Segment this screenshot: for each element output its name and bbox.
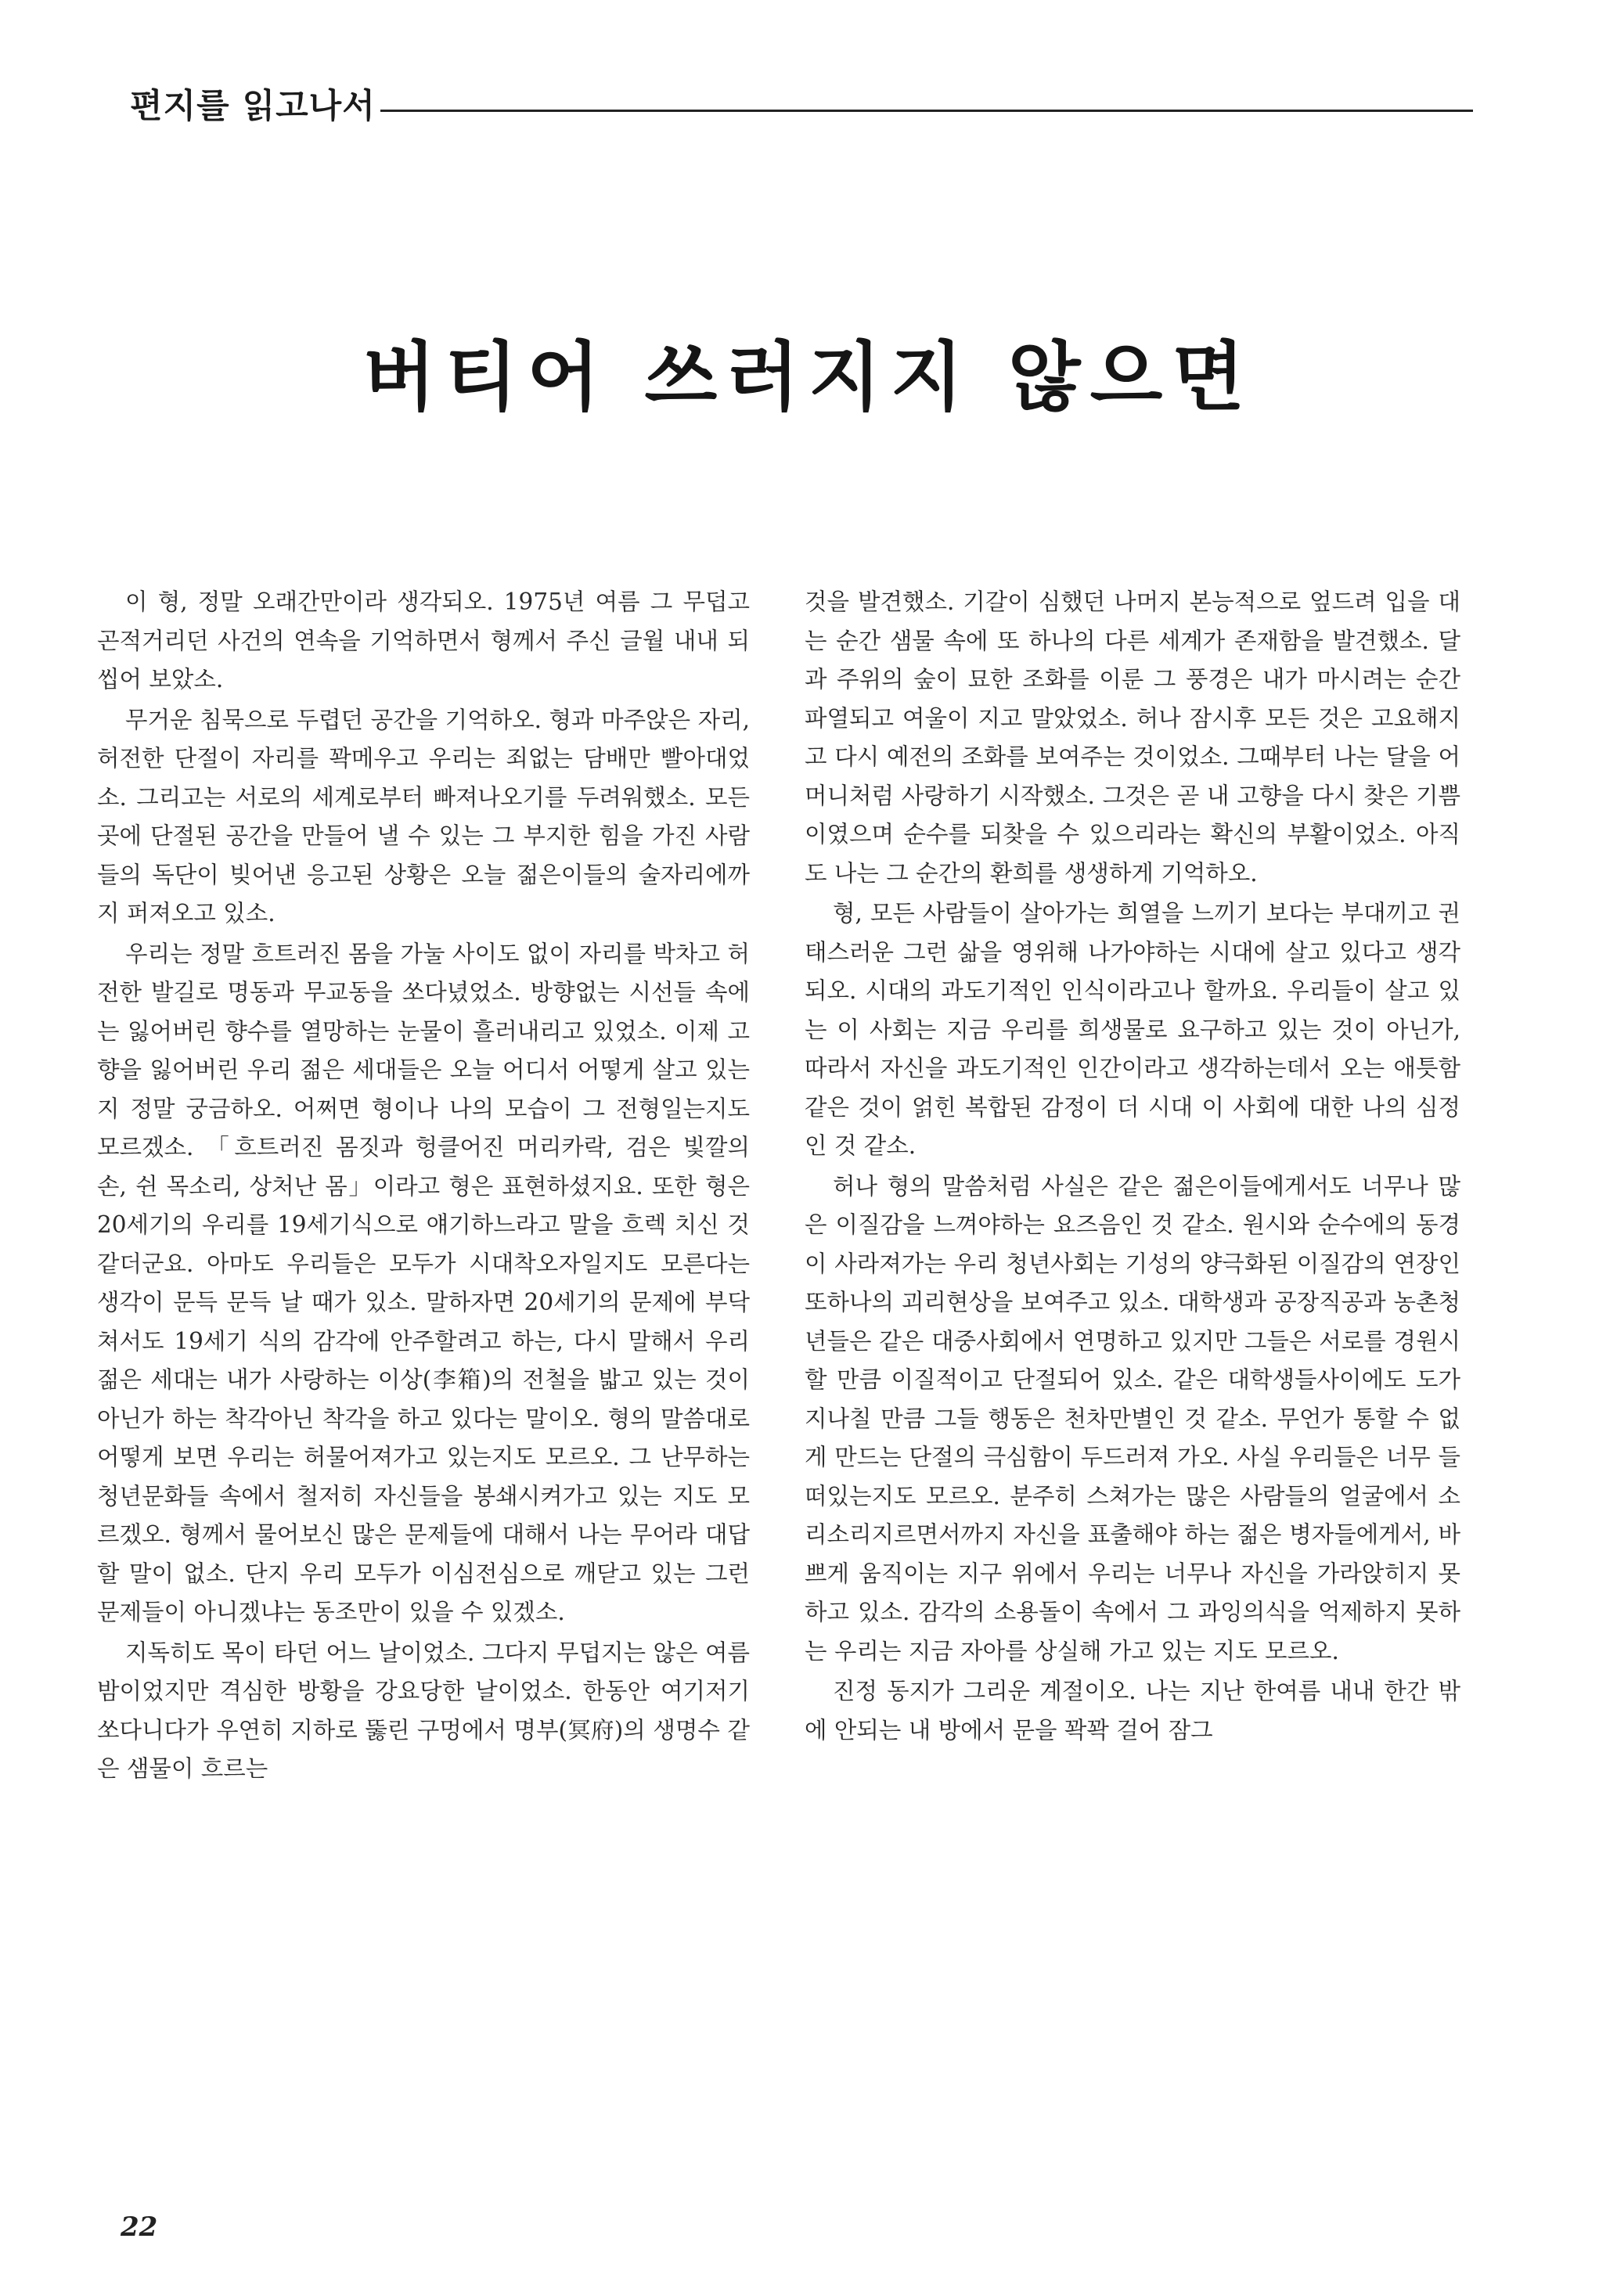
paragraph: 진정 동지가 그리운 계절이오. 나는 지난 한여름 내내 한간 밖에 안되는 내 방에서 문을 꽉꽉 걸어 잠그 <box>805 1678 1460 1744</box>
paragraph: 허나 형의 말씀처럼 사실은 같은 젊은이들에게서도 너무나 많은 이질감을 느껴야하는 요즈음인 것 같소. 원시와 순수에의 동경이 사라져가는 우리 청년사회는 기성의 양극화된 이질감의 연장인 또하나의 괴리현상을 보여주고 있소. 대학생과 공장직공과 농촌청년들은 같은 대중사회에서 연명하고 있지만 그들은 서로를 경원시할 만큼 이질적이고 단절되어 있소. 같은 대학생들사이에도 도가 지나칠 만큼 그들 행동은 천차만별인 것 같소. 무언가 통할 수 없게 만드는 단절의 극심함이 두드러져 가오. 사실 우리들은 너무 들떠있는지도 모르오. 분주히 스쳐가는 많은 사람들의 얼굴에서 소리소리지르면서까지 자신을 표출해야 하는 젊은 병자들에게서, 바쁘게 움직이는 지구 위에서 우리는 너무나 자신을 가라앉히지 못하고 있소. 감각의 소용돌이 속에서 그 과잉의식을 억제하지 못하는 우리는 지금 자아를 상실해 가고 있는 지도 모르오. <box>805 1172 1460 1664</box>
left-column <box>97 583 750 1790</box>
right-column <box>805 583 1460 1751</box>
paragraph: 형, 모든 사람들이 살아가는 희열을 느끼기 보다는 부대끼고 권태스러운 그런 삶을 영위해 나가야하는 시대에 살고 있다고 생각되오. 시대의 과도기적인 인식이라고나 할까요. 우리들이 살고 있는 이 사회는 지금 우리를 희생물로 요구하고 있는 것이 아닌가, 따라서 자신을 과도기적인 인간이라고 생각하는데서 오는 애틋함 같은 것이 얽힌 복합된 감정이 더 시대 이 사회에 대한 나의 심정인 것 같소. <box>805 900 1460 1159</box>
section-header <box>130 85 1473 131</box>
paragraph: 것을 발견했소. 기갈이 심했던 나머지 본능적으로 엎드려 입을 대는 순간 샘물 속에 또 하나의 다른 세계가 존재함을 발견했소. 달과 주위의 숲이 묘한 조화를 이룬 그 풍경은 내가 마시려는 순간 파열되고 여울이 지고 말았었소. 허나 잠시후 모든 것은 고요해지고 다시 예전의 조화를 보여주는 것이었소. 그때부터 나는 달을 어머니처럼 사랑하기 시작했소. 그것은 곧 내 고향을 다시 찾은 기쁨이였으며 순수를 되찾을 수 있으리라는 확신의 부활이었소. 아직도 나는 그 순간의 환희를 생생하게 기억하오. <box>805 588 1460 887</box>
paragraph: 무거운 침묵으로 두렵던 공간을 기억하오. 형과 마주앉은 자리, 허전한 단절이 자리를 꽉메우고 우리는 죄없는 담배만 빨아대었소. 그리고는 서로의 세계로부터 빠져나오기를 두려워했소. 모든 곳에 단절된 공간을 만들어 낼 수 있는 그 부지한 힘을 가진 사람들의 독단이 빚어낸 응고된 상황은 오늘 젊은이들의 술자리에까지 퍼져오고 있소. <box>97 706 750 927</box>
paragraph: 우리는 정말 흐트러진 몸을 가눌 사이도 없이 자리를 박차고 허전한 발길로 명동과 무교동을 쏘다녔었소. 방향없는 시선들 속에는 잃어버린 향수를 열망하는 눈물이 흘러내리고 있었소. 이제 고향을 잃어버린 우리 젊은 세대들은 오늘 어디서 어떻게 살고 있는 지 정말 궁금하오. 어쩌면 형이나 나의 모습이 그 전형일는지도 모르겠소. 「흐트러진 몸짓과 헝클어진 머리카락, 검은 빛깔의 손, 쉰 목소리, 상처난 몸」이라고 형은 표현하셨지요. 또한 형은 20세기의 우리를 19세기식으로 얘기하느라고 말을 흐렉 치신 것 같더군요. 아마도 우리들은 모두가 시대착오자일지도 모른다는 생각이 문득 문득 날 때가 있소. 말하자면 20세기의 문제에 부닥쳐서도 19세기 식의 감각에 안주할려고 하는, 다시 말해서 우리 젊은 세대는 내가 사랑하는 이상(李箱)의 전철을 밟고 있는 것이 아닌가 하는 착각아닌 착각을 하고 있다는 말이오. 형의 말씀대로 어떻게 보면 우리는 허물어져가고 있는지도 모르오. 그 난무하는 청년문화들 속에서 철저히 자신들을 봉쇄시켜가고 있는 지도 모르겠오. 형께서 물어보신 많은 문제들에 대해서 나는 무어라 대답할 말이 없소. 단지 우리 모두가 이심전심으로 깨닫고 있는 그런 문제들이 아니겠냐는 동조만이 있을 수 있겠소. <box>97 940 750 1625</box>
paragraph: 지독히도 목이 타던 어느 날이었소. 그다지 무덥지는 않은 여름밤이었지만 격심한 방황을 강요당한 날이었소. 한동안 여기저기 쏘다니다가 우연히 지하로 뚫린 구멍에서 명부(冥府)의 생명수 같은 샘물이 흐르는 <box>97 1639 750 1782</box>
section-title: 편지를 읽고나서 <box>130 85 380 128</box>
article-title: 버티어 쓰러지지 않으면 <box>362 333 1255 422</box>
page-number: 22 <box>121 2211 158 2243</box>
paragraph: 이 형, 정말 오래간만이라 생각되오. 1975년 여름 그 무덥고 곤적거리던 사건의 연속을 기억하면서 형께서 주신 글월 내내 되씹어 보았소. <box>97 588 750 693</box>
